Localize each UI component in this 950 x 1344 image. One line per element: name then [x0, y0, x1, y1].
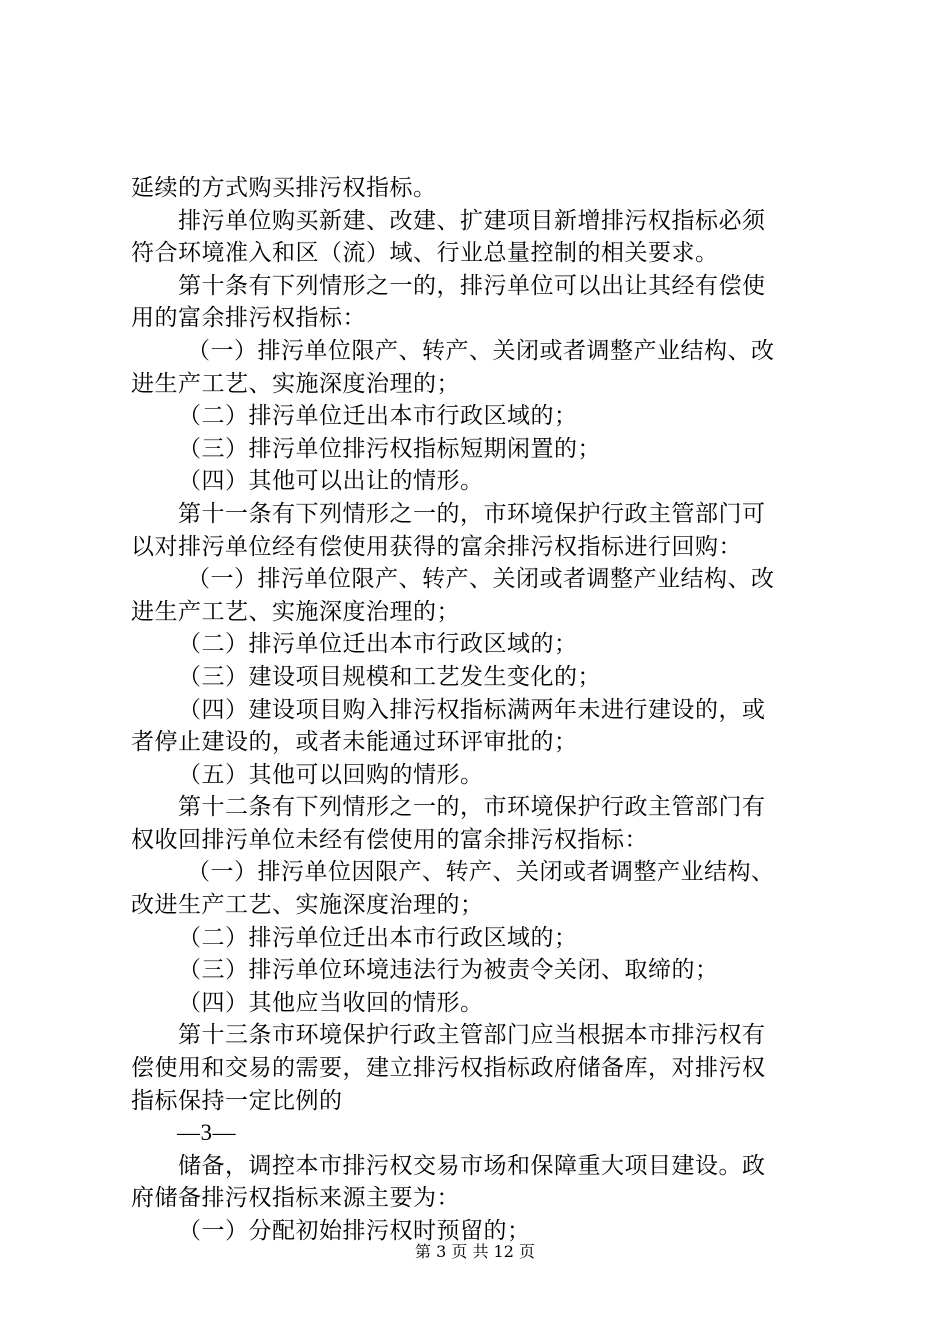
- text-line: 改进生产工艺、实施深度治理的；: [131, 892, 484, 919]
- text-line: （三）排污单位环境违法行为被责令关闭、取缔的；: [178, 957, 719, 984]
- text-line: （三）排污单位排污权指标短期闲置的；: [178, 435, 601, 462]
- text-line: （四）其他应当收回的情形。: [178, 989, 484, 1016]
- text-line: 第十二条有下列情形之一的，市环境保护行政主管部门有: [178, 794, 766, 821]
- text-line: （三）建设项目规模和工艺发生变化的；: [178, 663, 601, 690]
- text-line: 排污单位购买新建、改建、扩建项目新增排污权指标必须: [178, 207, 766, 234]
- text-line: 指标保持一定比例的: [131, 1087, 343, 1114]
- text-line: 储备，调控本市排污权交易市场和保障重大项目建设。政: [178, 1152, 766, 1179]
- text-line: （一）排污单位因限产、转产、关闭或者调整产业结构、: [187, 859, 775, 886]
- text-line: 以对排污单位经有偿使用获得的富余排污权指标进行回购：: [131, 533, 742, 560]
- text-line: 府储备排污权指标来源主要为：: [131, 1185, 460, 1212]
- text-line: 进生产工艺、实施深度治理的；: [131, 370, 460, 397]
- text-line: 偿使用和交易的需要，建立排污权指标政府储备库，对排污权: [131, 1055, 766, 1082]
- text-line: （二）排污单位迁出本市行政区域的；: [178, 631, 578, 658]
- text-line: （四）建设项目购入排污权指标满两年未进行建设的，或: [178, 696, 766, 723]
- text-line: 第十三条市环境保护行政主管部门应当根据本市排污权有: [178, 1022, 766, 1049]
- text-line: （二）排污单位迁出本市行政区域的；: [178, 924, 578, 951]
- text-line: （二）排污单位迁出本市行政区域的；: [178, 403, 578, 430]
- text-line: 者停止建设的，或者未能通过环评审批的；: [131, 729, 578, 756]
- text-line: 用的富余排污权指标：: [131, 305, 366, 332]
- text-line: （四）其他可以出让的情形。: [178, 468, 484, 495]
- text-line: 进生产工艺、实施深度治理的；: [131, 598, 460, 625]
- text-line: （五）其他可以回购的情形。: [178, 761, 484, 788]
- text-line: （一）分配初始排污权时预留的；: [178, 1218, 531, 1244]
- page-number-label: 第 3 页 共 12 页: [415, 1242, 535, 1261]
- text-line: 符合环境准入和区（流）域、行业总量控制的相关要求。: [131, 240, 719, 267]
- document-body: [131, 172, 831, 1248]
- inline-page-number: —3—: [177, 1120, 236, 1146]
- text-line: 第十一条有下列情形之一的，市环境保护行政主管部门可: [178, 500, 766, 527]
- text-line: （一）排污单位限产、转产、关闭或者调整产业结构、改: [187, 566, 775, 593]
- text-line: （一）排污单位限产、转产、关闭或者调整产业结构、改: [187, 337, 775, 364]
- text-line: 第十条有下列情形之一的，排污单位可以出让其经有偿使: [178, 272, 766, 299]
- text-line: 延续的方式购买排污权指标。: [131, 175, 437, 201]
- text-line: 权收回排污单位未经有偿使用的富余排污权指标：: [131, 826, 648, 853]
- page-footer: [0, 1242, 950, 1262]
